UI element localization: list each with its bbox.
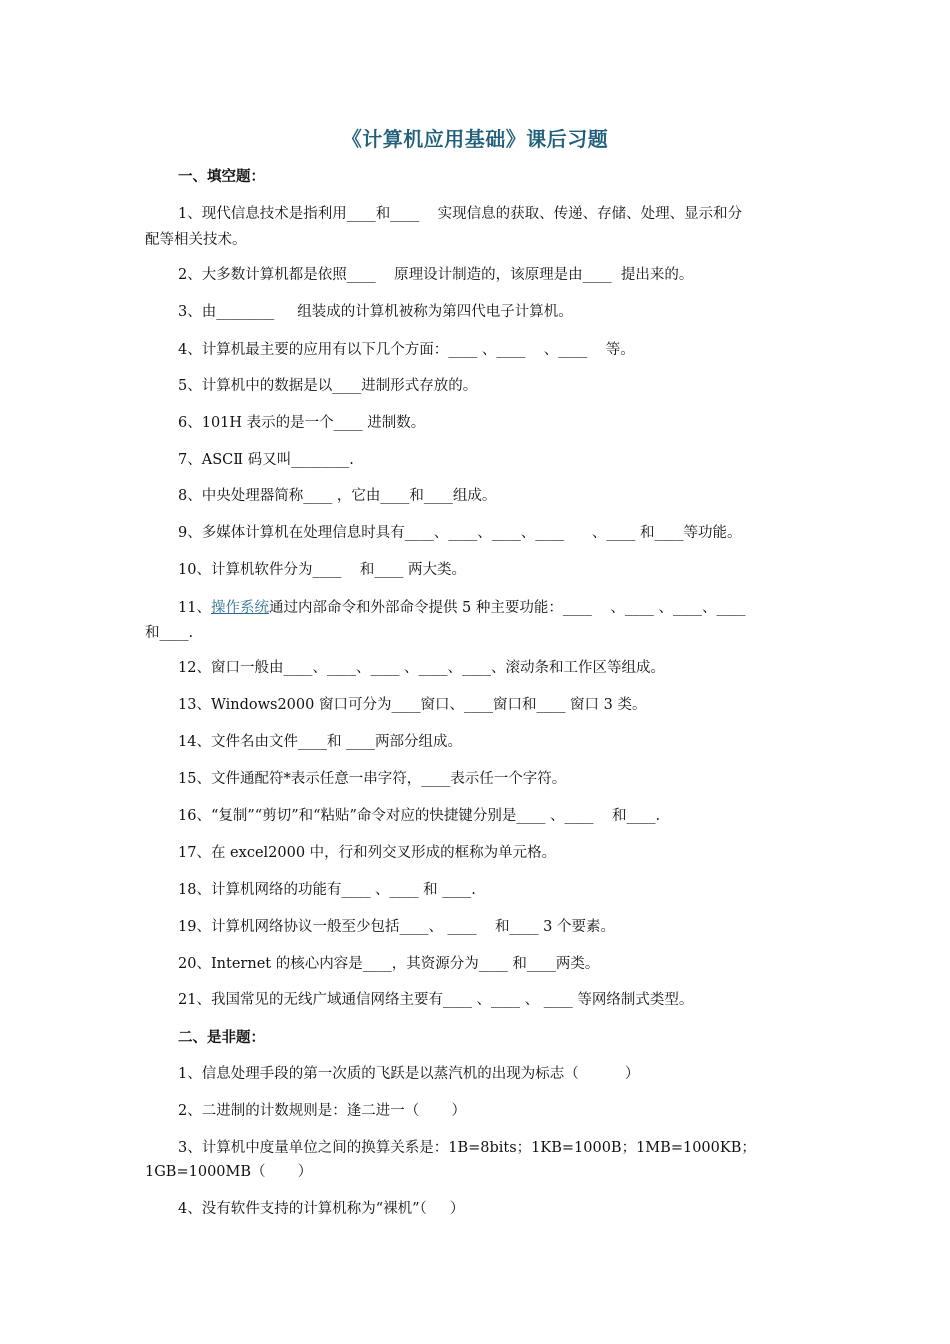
question-21: 21、我国常见的无线广域通信网络主要有____ 、____ 、 ____ 等网络制式类型。: [178, 992, 694, 1008]
tf-question-3-line-2: 1GB=1000MB（ ）: [145, 1164, 313, 1180]
question-13: 13、Windows2000 窗口可分为____窗口、____窗口和____ 窗口 3 类。: [178, 697, 647, 713]
section-heading-true-false: 二、是非题：: [178, 1030, 265, 1046]
question-17: 17、在 excel2000 中，行和列交叉形成的框称为单元格。: [178, 845, 557, 861]
question-14: 14、文件名由文件____和 ____两部分组成。: [178, 734, 463, 750]
question-7: 7、ASCⅡ 码又叫________.: [178, 452, 354, 468]
question-3: 3、由________ 组装成的计算机被称为第四代电子计算机。: [178, 304, 573, 320]
question-11-number: 11、: [178, 600, 211, 616]
question-12: 12、窗口一般由____、____、____ 、____、____、滚动条和工作区等组成。: [178, 660, 666, 676]
page-title: 《计算机应用基础》课后习题: [341, 127, 609, 151]
operating-system-link[interactable]: 操作系统: [210, 600, 269, 616]
question-11-line-1: [178, 596, 745, 617]
question-15: 15、文件通配符*表示任意一串字符，____表示任一个字符。: [178, 771, 567, 787]
question-20: 20、Internet 的核心内容是____，其资源分为____ 和____两类。: [178, 956, 600, 972]
question-6: 6、101H 表示的是一个____ 进制数。: [178, 415, 426, 431]
question-4: 4、计算机最主要的应用有以下几个方面：____ 、____ 、____ 等。: [178, 342, 635, 358]
question-5: 5、计算机中的数据是以____进制形式存放的。: [178, 378, 478, 394]
tf-question-2: 2、二进制的计数规则是：逢二进一（ ）: [178, 1103, 466, 1119]
question-8: 8、中央处理器简称____ ，它由____和____组成。: [178, 488, 497, 504]
question-18: 18、计算机网络的功能有____ 、____ 和 ____.: [178, 882, 476, 898]
question-16: 16、“复制”“剪切”和“粘贴”命令对应的快捷键分别是____ 、____ 和____.: [178, 808, 661, 824]
question-11-line-2: 和____.: [145, 625, 194, 641]
question-1-line-2: 配等相关技术。: [145, 232, 247, 248]
tf-question-1: 1、信息处理手段的第一次质的飞跃是以蒸汽机的出现为标志（ ）: [178, 1066, 640, 1082]
question-11-text: 通过内部命令和外部命令提供 5 种主要功能：____ 、____ 、____、____: [268, 600, 746, 616]
question-19: 19、计算机网络协议一般至少包括____、 ____ 和____ 3 个要素。: [178, 919, 615, 935]
section-heading-fill-in: 一、填空题：: [178, 169, 265, 185]
tf-question-3-line-1: 3、计算机中度量单位之间的换算关系是：1B=8bits；1KB=1000B；1MB=1000KB；: [178, 1140, 756, 1156]
tf-question-4: 4、没有软件支持的计算机称为“裸机”（ ）: [178, 1201, 465, 1217]
question-1-line-1: 1、现代信息技术是指利用____和____ 实现信息的获取、传递、存储、处理、显示和分: [178, 206, 743, 222]
question-2: 2、大多数计算机都是依照____ 原理设计制造的，该原理是由____ 提出来的。: [178, 267, 694, 283]
question-9: 9、多媒体计算机在处理信息时具有____、____、____、____ 、____ 和____等功能。: [178, 525, 742, 541]
question-10: 10、计算机软件分为____ 和____ 两大类。: [178, 562, 466, 578]
